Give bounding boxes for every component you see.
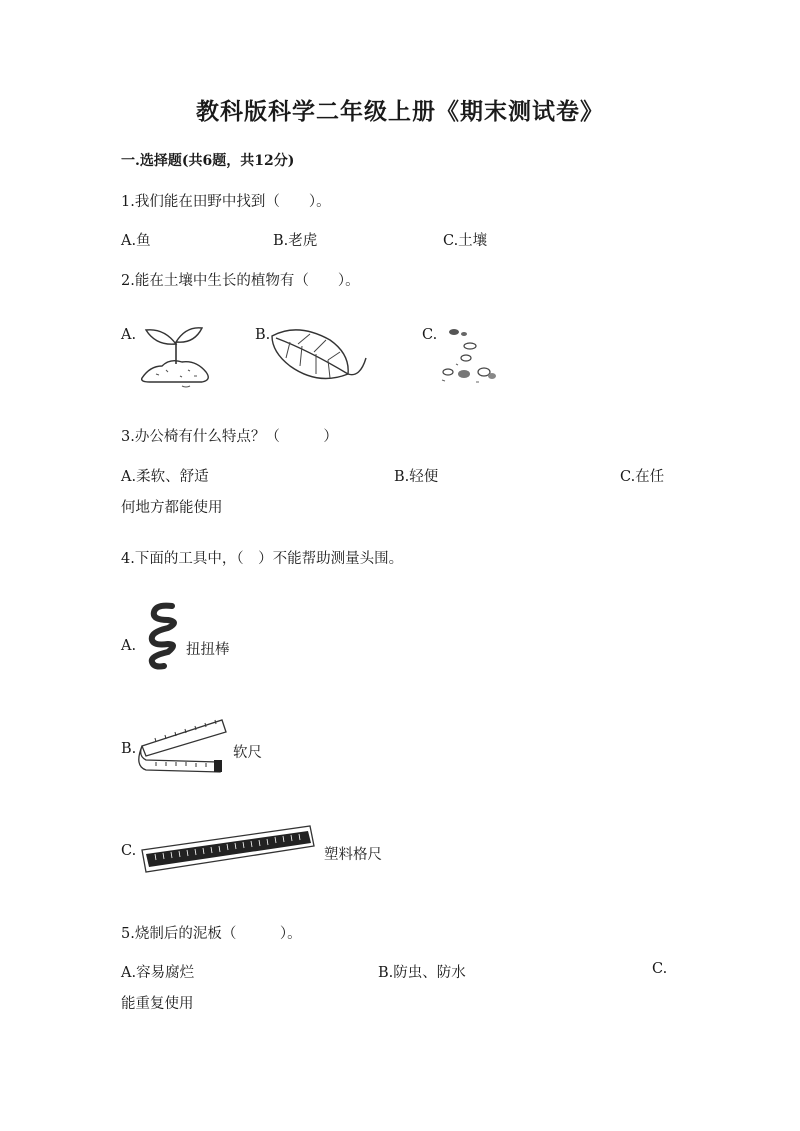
option-b: B. xyxy=(121,741,137,757)
plastic-ruler-icon xyxy=(140,824,316,876)
option-b: B. xyxy=(255,327,271,343)
option-a-label: 扭扭棒 xyxy=(186,642,230,658)
question-stem: 3.办公椅有什么特点？（ ） xyxy=(121,429,338,445)
option-a: A.柔软、舒适 xyxy=(121,469,209,485)
option-a: A. xyxy=(121,638,137,654)
option-b-label: 软尺 xyxy=(233,745,262,761)
question-stem: 1.我们能在田野中找到（ ）。 xyxy=(121,194,331,210)
question-stem: 5.烧制后的泥板（ ）。 xyxy=(121,926,302,942)
option-b: B.老虎 xyxy=(273,233,318,249)
option-c: C. xyxy=(422,327,438,343)
option-c-continued: 何地方都能使用 xyxy=(121,500,223,516)
tape-measure-icon xyxy=(136,716,232,774)
question-stem: 4.下面的工具中，（ ）不能帮助测量头围。 xyxy=(121,551,404,567)
option-c: C. xyxy=(121,843,137,859)
option-a: A.鱼 xyxy=(121,233,151,249)
option-a: A.容易腐烂 xyxy=(121,965,195,981)
option-c: C.在任 xyxy=(620,469,665,485)
option-c: C.土壤 xyxy=(443,233,488,249)
option-c: C. xyxy=(652,961,668,977)
leaf-icon xyxy=(268,324,372,388)
section-heading: 一.选择题(共6题，共12分) xyxy=(121,153,295,169)
page-title: 教科版科学二年级上册《期末测试卷》 xyxy=(196,98,604,125)
option-c-continued: 能重复使用 xyxy=(121,996,194,1012)
pipe-cleaner-icon xyxy=(138,600,182,672)
seeds-icon xyxy=(436,324,508,388)
option-b: B.轻便 xyxy=(394,469,439,485)
question-stem: 2.能在土壤中生长的植物有（ ）。 xyxy=(121,273,360,289)
option-b: B.防虫、防水 xyxy=(378,965,466,981)
option-a: A. xyxy=(121,327,137,343)
sprout-in-soil-icon xyxy=(136,320,216,392)
option-c-label: 塑料格尺 xyxy=(324,847,382,863)
